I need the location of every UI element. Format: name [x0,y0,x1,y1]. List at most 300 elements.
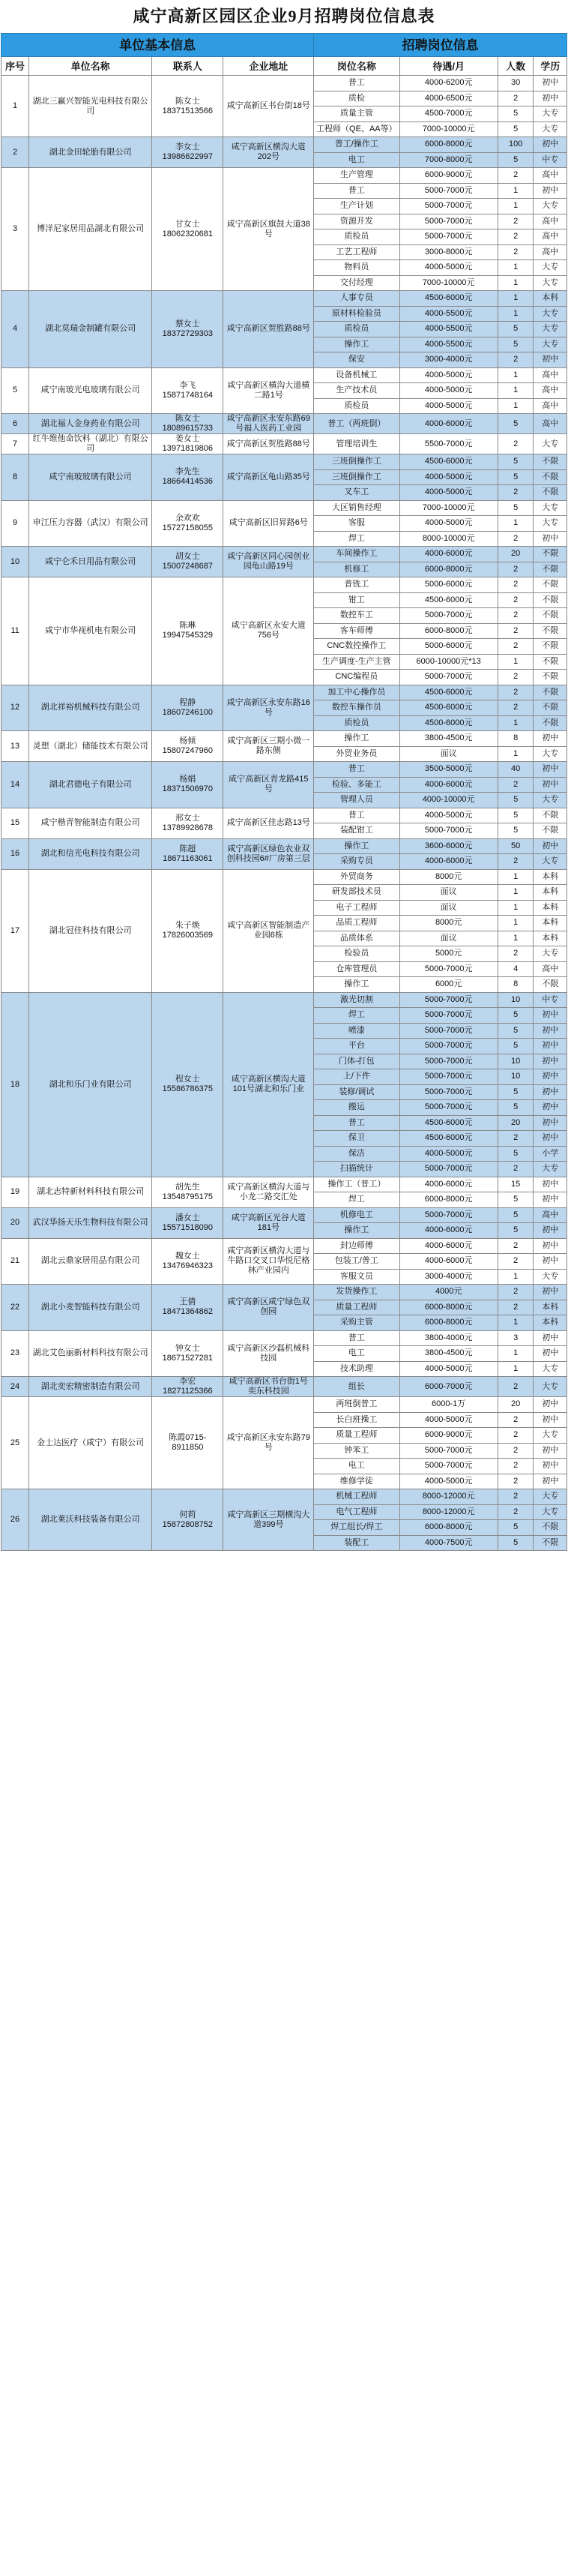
cell-salary: 4000-6500元 [399,91,498,106]
cell-count: 2 [498,577,534,593]
cell-count: 2 [498,1474,534,1489]
cell-company: 湖北金田轮胎有限公司 [29,137,152,168]
cell-salary: 4500-6000元 [399,291,498,307]
cell-company: 湖北云鼎家居用品有限公司 [29,1238,152,1285]
cell-education: 大专 [534,946,567,962]
cell-index: 14 [1,762,29,808]
cell-position: 加工中心操作员 [314,685,399,700]
cell-count: 10 [498,992,534,1008]
cell-contact: 陈琳 19947545329 [152,577,223,685]
cell-education: 初中 [534,1084,567,1100]
cell-address: 咸宁高新区永安东路16号 [223,685,314,731]
cell-address: 咸宁高新区三期横沟大道399号 [223,1489,314,1551]
cell-salary: 5500-7000元 [399,434,498,454]
cell-education: 本科 [534,931,567,946]
cell-contact: 胡先生 13548795175 [152,1177,223,1207]
cell-count: 2 [498,352,534,368]
cell-education: 大专 [534,306,567,322]
cell-education: 不限 [534,1520,567,1536]
cell-count: 2 [498,1459,534,1474]
cell-salary: 4000-5000元 [399,367,498,383]
cell-education: 大专 [534,1377,567,1397]
cell-salary: 8000-12000元 [399,1504,498,1520]
table-row [1,454,567,470]
cell-education: 不限 [534,577,567,593]
cell-contact: 李飞 15871748164 [152,367,223,414]
cell-address: 咸宁高新区龟山路35号 [223,454,314,501]
cell-education: 初中 [534,1459,567,1474]
cell-count: 5 [498,823,534,839]
cell-company: 湖北志特新材料科技有限公司 [29,1177,152,1207]
cell-index: 16 [1,838,29,869]
table-row [1,869,567,885]
cell-contact: 杨娟 18371506970 [152,762,223,808]
cell-count: 5 [498,1039,534,1054]
cell-education: 高中 [534,383,567,399]
cell-salary: 4000-5000元 [399,1146,498,1162]
cell-education: 初中 [534,1330,567,1346]
jobs-table-body [1,76,567,1551]
cell-salary: 3800-4000元 [399,1330,498,1346]
cell-education: 大专 [534,275,567,291]
cell-salary: 4000-5000元 [399,1474,498,1489]
cell-education: 初中 [534,352,567,368]
cell-education: 初中 [534,1131,567,1147]
cell-position: 资源开发 [314,214,399,229]
cell-count: 1 [498,1361,534,1377]
cell-count: 2 [498,946,534,962]
cell-education: 初中 [534,1223,567,1239]
cell-education: 初中 [534,1023,567,1039]
cell-count: 5 [498,414,534,434]
table-row [1,1397,567,1413]
cell-salary: 4000-5000元 [399,1361,498,1377]
cell-position: 品质工程师 [314,916,399,931]
cell-education: 本科 [534,900,567,916]
cell-count: 1 [498,367,534,383]
cell-count: 5 [498,106,534,122]
cell-education: 本科 [534,1315,567,1331]
cell-address: 咸宁高新区旧昇路6号 [223,500,314,547]
cell-salary: 8000-12000元 [399,1489,498,1505]
cell-education: 高中 [534,168,567,184]
cell-company: 湖北莱沃科技装备有限公司 [29,1489,152,1551]
cell-position: 设备机械工 [314,367,399,383]
cell-salary: 4000-5000元 [399,1412,498,1428]
cell-address: 咸宁高新区横沟大道与牛路口交叉口华悦尼格林产业园内 [223,1238,314,1285]
cell-position: 封边师傅 [314,1238,399,1254]
cell-position: 包装工/普工 [314,1254,399,1270]
cell-company: 湖北奕宏精密制造有限公司 [29,1377,152,1397]
cell-index: 24 [1,1377,29,1397]
cell-position: 生产技术员 [314,383,399,399]
cell-salary: 面议 [399,746,498,762]
table-row [1,1330,567,1346]
cell-education: 本科 [534,1300,567,1315]
cell-contact: 程女士 15586786375 [152,992,223,1177]
cell-contact: 王倩 18471364862 [152,1285,223,1331]
cell-salary: 4500-6000元 [399,1131,498,1147]
cell-education: 本科 [534,885,567,901]
cell-count: 2 [498,531,534,547]
cell-salary: 7000-10000元 [399,121,498,137]
cell-education: 大专 [534,793,567,808]
cell-address: 咸宁高新区永安东路69号福人医药工业园 [223,414,314,434]
cell-salary: 4000-5000元 [399,260,498,276]
cell-count: 2 [498,608,534,624]
table-row [1,291,567,307]
cell-count: 2 [498,1428,534,1444]
cell-count: 2 [498,434,534,454]
cell-count: 20 [498,1115,534,1131]
cell-address: 咸宁高新区贺胜路88号 [223,291,314,368]
cell-count: 30 [498,76,534,91]
cell-count: 8 [498,731,534,747]
cell-address: 咸宁高新区永安东路79号 [223,1397,314,1489]
cell-index: 18 [1,992,29,1177]
cell-education: 初中 [534,731,567,747]
cell-count: 1 [498,885,534,901]
cell-education: 初中 [534,1346,567,1362]
cell-salary: 4000-6000元 [399,1254,498,1270]
cell-position: 质检 [314,91,399,106]
cell-count: 5 [498,1023,534,1039]
table-row [1,762,567,778]
cell-position: 焊工 [314,1192,399,1208]
cell-position: 数控车操作员 [314,700,399,716]
cell-index: 11 [1,577,29,685]
cell-address: 咸宁高新区旗鼓大道38号 [223,168,314,291]
cell-index: 19 [1,1177,29,1207]
cell-education: 大专 [534,516,567,532]
cell-position: 三班倒操作工 [314,454,399,470]
cell-index: 5 [1,367,29,414]
cell-count: 2 [498,670,534,685]
cell-salary: 8000元 [399,916,498,931]
cell-count: 50 [498,838,534,854]
cell-index: 17 [1,869,29,992]
cell-education: 初中 [534,137,567,153]
cell-position: 装修/调试 [314,1084,399,1100]
cell-position: 质检员 [314,398,399,414]
cell-position: 物料员 [314,260,399,276]
cell-contact: 潘女士 15571518090 [152,1207,223,1238]
cell-salary: 4000-5000元 [399,808,498,823]
table-row [1,838,567,854]
cell-index: 1 [1,76,29,137]
cell-count: 2 [498,562,534,577]
cell-salary: 5000-6000元 [399,639,498,655]
cell-position: 两班倒普工 [314,1397,399,1413]
col-header-contact: 联系人 [152,57,223,76]
cell-salary: 4500-6000元 [399,700,498,716]
cell-company: 湖北三赢兴智能光电科技有限公司 [29,76,152,137]
cell-count: 5 [498,469,534,485]
cell-education: 不限 [534,808,567,823]
cell-position: 仓库管理员 [314,961,399,977]
cell-count: 40 [498,762,534,778]
cell-count: 1 [498,306,534,322]
cell-education: 高中 [534,1207,567,1223]
cell-position: 工程师（QE、AA等） [314,121,399,137]
cell-salary: 5000-7000元 [399,1084,498,1100]
cell-count: 2 [498,777,534,793]
cell-education: 初中 [534,183,567,199]
cell-count: 8 [498,977,534,993]
cell-education: 初中 [534,838,567,854]
cell-position: 质检员 [314,322,399,337]
cell-salary: 5000-7000元 [399,823,498,839]
cell-count: 5 [498,793,534,808]
cell-count: 1 [498,931,534,946]
cell-education: 初中 [534,1039,567,1054]
cell-position: 平台 [314,1039,399,1054]
cell-index: 15 [1,808,29,838]
cell-salary: 6000-9000元 [399,1428,498,1444]
cell-position: 工艺工程师 [314,244,399,260]
table-row [1,434,567,454]
cell-salary: 4000-5000元 [399,469,498,485]
cell-position: 机械工程师 [314,1489,399,1505]
cell-salary: 4000-5500元 [399,306,498,322]
cell-education: 初中 [534,91,567,106]
cell-position: 焊工 [314,1008,399,1024]
cell-position: 技术助理 [314,1361,399,1377]
table-row [1,168,567,184]
cell-count: 5 [498,121,534,137]
cell-count: 5 [498,1520,534,1536]
cell-salary: 8000-10000元 [399,531,498,547]
cell-contact: 甘女士 18062320681 [152,168,223,291]
cell-position: 研发部技术员 [314,885,399,901]
cell-position: 普工 [314,762,399,778]
cell-count: 2 [498,91,534,106]
table-row [1,1285,567,1300]
cell-index: 20 [1,1207,29,1238]
cell-count: 2 [498,1131,534,1147]
cell-count: 1 [498,291,534,307]
page-title: 咸宁高新区园区企业9月招聘岗位信息表 [133,7,435,25]
cell-position: CNC数控操作工 [314,639,399,655]
cell-contact: 姜女士 13971819806 [152,434,223,454]
cell-address: 咸宁高新区书台街1号奕东科技园 [223,1377,314,1397]
cell-salary: 5000-7000元 [399,214,498,229]
cell-salary: 4000-6000元 [399,1223,498,1239]
cell-education: 初中 [534,1054,567,1069]
cell-address: 咸宁高新区智能制造产业园6栋 [223,869,314,992]
cell-salary: 6000-8000元 [399,1315,498,1331]
cell-education: 大专 [534,121,567,137]
cell-index: 8 [1,454,29,501]
cell-address: 咸宁高新区青龙路415号 [223,762,314,808]
cell-salary: 5000-7000元 [399,670,498,685]
cell-position: 电工 [314,152,399,168]
cell-count: 2 [498,1504,534,1520]
cell-position: 大区销售经理 [314,500,399,516]
col-header-address: 企业地址 [223,57,314,76]
cell-count: 5 [498,337,534,352]
cell-salary: 3600-6000元 [399,838,498,854]
cell-index: 23 [1,1330,29,1377]
cell-salary: 6000-8000元 [399,137,498,153]
cell-education: 高中 [534,367,567,383]
col-header-count: 人数 [498,57,534,76]
cell-education: 不限 [534,685,567,700]
cell-salary: 面议 [399,931,498,946]
cell-education: 小学 [534,1146,567,1162]
cell-position: 电工 [314,1346,399,1362]
cell-education: 高中 [534,414,567,434]
cell-count: 1 [498,869,534,885]
cell-salary: 4500-6000元 [399,685,498,700]
cell-position: 普铣工 [314,577,399,593]
cell-count: 2 [498,229,534,245]
cell-position: 操作工 [314,1223,399,1239]
cell-count: 5 [498,1008,534,1024]
cell-education: 高中 [534,214,567,229]
cell-education: 初中 [534,1100,567,1116]
cell-education: 不限 [534,977,567,993]
cell-company: 申江压力容器（武汉）有限公司 [29,500,152,547]
cell-position: 保安 [314,352,399,368]
cell-salary: 5000-7000元 [399,1100,498,1116]
cell-count: 2 [498,485,534,501]
cell-education: 初中 [534,76,567,91]
table-row [1,1238,567,1254]
cell-count: 5 [498,500,534,516]
cell-count: 1 [498,654,534,670]
cell-education: 不限 [534,700,567,716]
cell-contact: 钟女士 18671527281 [152,1330,223,1377]
cell-address: 咸宁高新区沙磊机械科技园 [223,1330,314,1377]
cell-position: 保洁 [314,1146,399,1162]
cell-company: 湖北冠佳科技有限公司 [29,869,152,992]
table-row [1,577,567,593]
cell-education: 高中 [534,398,567,414]
cell-education: 初中 [534,1238,567,1254]
cell-education: 中专 [534,992,567,1008]
cell-education: 中专 [534,152,567,168]
cell-contact: 李女士 13986622997 [152,137,223,168]
col-header-position: 岗位名称 [314,57,399,76]
cell-company: 湖北祥裕机械科技有限公司 [29,685,152,731]
cell-company: 湖北艾色丽新材料科技有限公司 [29,1330,152,1377]
cell-salary: 5000-7000元 [399,1023,498,1039]
cell-count: 2 [498,168,534,184]
cell-position: 人事专员 [314,291,399,307]
cell-education: 大专 [534,854,567,870]
cell-address: 咸宁高新区咸宁绿色双创园 [223,1285,314,1331]
cell-count: 20 [498,1397,534,1413]
cell-education: 大专 [534,322,567,337]
cell-position: 采购主管 [314,1315,399,1331]
cell-education: 初中 [534,762,567,778]
cell-position: 焊工组长/焊工 [314,1520,399,1536]
cell-education: 初中 [534,1192,567,1208]
cell-company: 湖北小麦智能科技有限公司 [29,1285,152,1331]
table-row [1,1489,567,1505]
cell-count: 2 [498,1443,534,1459]
cell-salary: 4000-5500元 [399,337,498,352]
cell-count: 1 [498,183,534,199]
cell-education: 高中 [534,961,567,977]
cell-count: 2 [498,1377,534,1397]
cell-address: 咸宁高新区贺胜路88号 [223,434,314,454]
cell-education: 初中 [534,1443,567,1459]
cell-contact: 陈女士 18089615733 [152,414,223,434]
cell-education: 高中 [534,244,567,260]
cell-salary: 4500-6000元 [399,1115,498,1131]
cell-education: 初中 [534,1254,567,1270]
cell-education: 不限 [534,823,567,839]
cell-index: 25 [1,1397,29,1489]
table-row [1,367,567,383]
cell-position: 原材料检验员 [314,306,399,322]
cell-salary: 4000-10000元 [399,793,498,808]
table-row [1,137,567,153]
cell-education: 不限 [534,608,567,624]
cell-contact: 胡女士 15007248687 [152,547,223,577]
cell-index: 10 [1,547,29,577]
cell-count: 1 [498,746,534,762]
cell-count: 2 [498,685,534,700]
cell-count: 1 [498,398,534,414]
cell-salary: 6000-8000元 [399,1520,498,1536]
cell-count: 2 [498,1162,534,1177]
cell-address: 咸宁高新区书台街18号 [223,76,314,137]
cell-salary: 4500-7000元 [399,106,498,122]
cell-salary: 5000-7000元 [399,229,498,245]
cell-salary: 4000-5000元 [399,398,498,414]
cell-salary: 5000-7000元 [399,199,498,214]
cell-position: 机修工 [314,562,399,577]
cell-position: 门体-打包 [314,1054,399,1069]
cell-index: 9 [1,500,29,547]
cell-position: 保卫 [314,1131,399,1147]
section-company-header: 单位基本信息 [1,34,314,57]
cell-count: 2 [498,623,534,639]
cell-education: 初中 [534,1008,567,1024]
cell-position: 客服 [314,516,399,532]
cell-salary: 6000-8000元 [399,1300,498,1315]
col-header-company: 单位名称 [29,57,152,76]
cell-count: 1 [498,1346,534,1362]
cell-salary: 7000-8000元 [399,152,498,168]
table-row [1,808,567,823]
cell-address: 咸宁高新区横沟大道横二路1号 [223,367,314,414]
cell-salary: 6000-8000元 [399,623,498,639]
cell-position: 长白班操工 [314,1412,399,1428]
cell-position: 发货操作工 [314,1285,399,1300]
cell-education: 不限 [534,670,567,685]
cell-education: 不限 [534,485,567,501]
cell-salary: 5000-7000元 [399,1054,498,1069]
cell-salary: 6000-9000元 [399,168,498,184]
cell-salary: 3800-4500元 [399,1346,498,1362]
cell-count: 10 [498,1054,534,1069]
cell-position: 操作工 [314,838,399,854]
cell-contact: 朱子焕 17826003569 [152,869,223,992]
cell-address: 咸宁高新区同心园创业园龟山路19号 [223,547,314,577]
cell-salary: 7000-10000元 [399,500,498,516]
cell-position: 客服文员 [314,1269,399,1285]
cell-address: 咸宁高新区横沟大道202号 [223,137,314,168]
cell-salary: 4000-5000元 [399,485,498,501]
cell-salary: 6000-1万 [399,1397,498,1413]
cell-position: 管理人员 [314,793,399,808]
table-row [1,731,567,747]
table-row [1,500,567,516]
